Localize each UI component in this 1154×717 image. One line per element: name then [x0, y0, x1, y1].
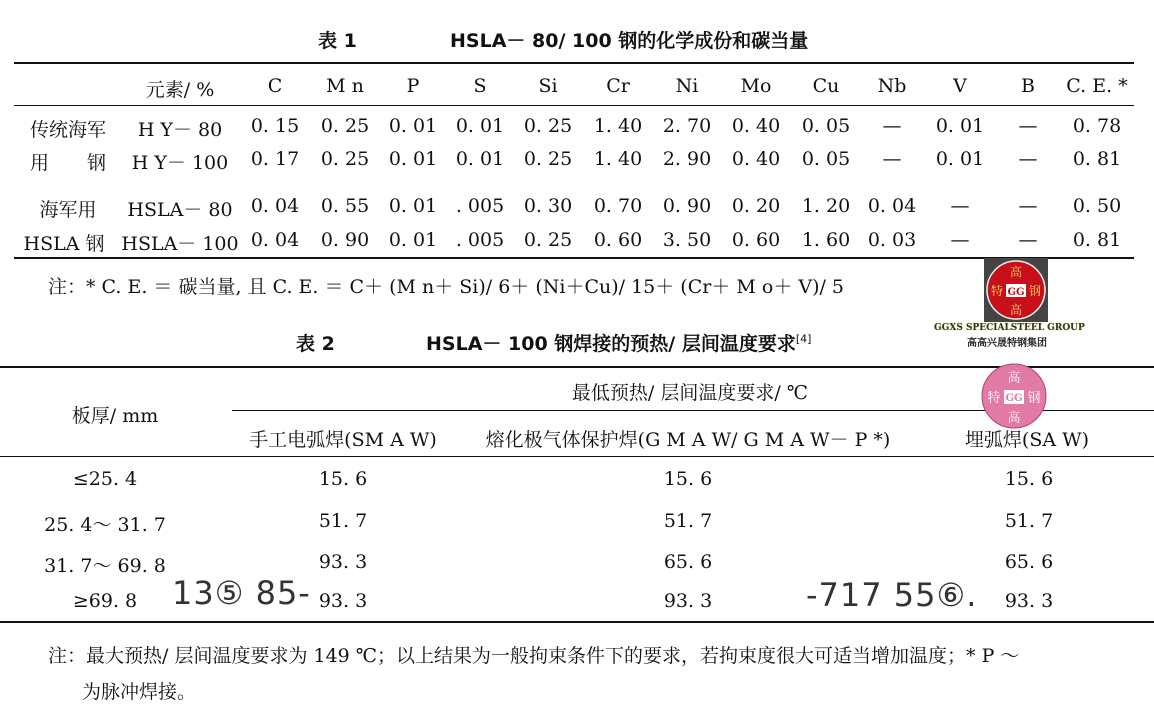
table1-cell: 0. 78 — [1072, 115, 1122, 137]
table1-cell: 1. 20 — [801, 195, 851, 217]
table1-cell: 0. 25 — [320, 115, 370, 137]
svg-text:GG: GG — [1005, 393, 1023, 404]
table2-cell: 51. 7 — [663, 510, 713, 532]
table1-cell: 0. 17 — [250, 148, 300, 170]
table1-cell: 0. 01 — [388, 148, 438, 170]
logo-pink-seal-icon — [980, 362, 1048, 430]
table1-cell: — — [1018, 229, 1038, 251]
table2-cell: 93. 3 — [1004, 590, 1054, 612]
table1-cell: H Y－ 80 — [137, 119, 223, 141]
table1-cell: 0. 01 — [935, 115, 985, 137]
table1-group-label: 用 钢 — [29, 152, 107, 174]
table1-cell: 0. 81 — [1072, 148, 1122, 170]
table2-number: 表 2 — [296, 333, 335, 355]
table2-subheader: 熔化极气体保护焊(G M A W/ G M A W－ P *) — [485, 429, 891, 451]
table2-cell: 51. 7 — [318, 510, 368, 532]
table1-header-cell: Cu — [812, 75, 840, 97]
table1-cell: 3. 50 — [662, 229, 712, 251]
watermark-number-right: -717 55⑥. — [806, 576, 978, 614]
table2-cell: 15. 6 — [1004, 468, 1054, 490]
table1-cell: — — [950, 229, 970, 251]
svg-text:特: 特 — [990, 284, 1004, 298]
logo-red-seal-icon — [984, 258, 1048, 322]
svg-text:高: 高 — [1009, 265, 1023, 279]
table2-cell: 65. 6 — [663, 551, 713, 573]
table2-cell: 93. 3 — [318, 590, 368, 612]
table1-cell: 0. 25 — [523, 115, 573, 137]
table1-top-rule — [14, 62, 1134, 64]
table1-cell: 0. 01 — [388, 115, 438, 137]
table2-subheader: 埋弧焊(SA W) — [964, 429, 1090, 451]
svg-text:钢: 钢 — [1028, 284, 1042, 298]
table1-cell: 0. 04 — [250, 195, 300, 217]
table1-header-cell: Cr — [606, 75, 630, 97]
table2-cell: 25. 4～ 31. 7 — [44, 514, 166, 536]
table1-bottom-rule — [14, 257, 1134, 259]
logo-text-en: GGXS SPECIALSTEEL GROUP — [934, 323, 1085, 333]
table1-cell: — — [882, 115, 902, 137]
table1-header-cell: B — [1021, 75, 1035, 97]
table2-cell: ≤25. 4 — [72, 468, 138, 490]
table1-cell: 0. 03 — [867, 229, 917, 251]
svg-text:高: 高 — [1009, 303, 1023, 317]
table2-cell: 93. 3 — [318, 551, 368, 573]
table1-cell: 0. 04 — [250, 229, 300, 251]
table1-cell: 0. 40 — [731, 115, 781, 137]
table1-cell: 0. 70 — [593, 195, 643, 217]
table1-header-cell: P — [406, 75, 420, 97]
table2-title — [426, 329, 811, 356]
table1-cell: 2. 70 — [662, 115, 712, 137]
table1-cell: 0. 15 — [250, 115, 300, 137]
table1-cell: 0. 05 — [801, 115, 851, 137]
table1-cell: HSLA－ 100 — [121, 233, 239, 255]
table1-cell: 0. 25 — [320, 148, 370, 170]
table2-cell: 51. 7 — [1004, 510, 1054, 532]
table1-cell: 0. 01 — [455, 148, 505, 170]
table1-group-label: HSLA 钢 — [23, 233, 105, 255]
table1-header-cell: S — [473, 75, 487, 97]
svg-text:高: 高 — [1007, 411, 1021, 426]
table1-cell: 1. 40 — [593, 115, 643, 137]
table1-cell: 0. 90 — [320, 229, 370, 251]
table1-cell: 0. 01 — [388, 195, 438, 217]
table1-cell: — — [882, 148, 902, 170]
table1-cell: — — [1018, 115, 1038, 137]
table2-col0-header: 板厚/ mm — [71, 405, 159, 427]
table1-cell: 0. 01 — [455, 115, 505, 137]
company-logo — [984, 258, 1048, 326]
table1-header-cell: Ni — [675, 75, 699, 97]
table1-cell: 0. 81 — [1072, 229, 1122, 251]
svg-text:特: 特 — [987, 391, 1001, 406]
table2-cell: 15. 6 — [318, 468, 368, 490]
table1-cell: HSLA－ 80 — [127, 199, 233, 221]
table1-cell: — — [1018, 148, 1038, 170]
svg-text:高: 高 — [1007, 371, 1021, 386]
table1-header-cell: V — [953, 75, 967, 97]
svg-text:钢: 钢 — [1027, 391, 1041, 406]
table2-ref: [4] — [795, 332, 812, 346]
table1-header-cell: Si — [538, 75, 558, 97]
table2-title-text: HSLA－ 100 钢焊接的预热/ 层间温度要求 — [426, 333, 796, 355]
table2-header-rule — [0, 456, 1154, 457]
table2-bottom-rule — [0, 621, 1154, 623]
table1-cell: — — [1018, 195, 1038, 217]
table1-cell: . 005 — [455, 229, 505, 251]
table2-cell: ≥69. 8 — [72, 590, 138, 612]
pink-seal — [980, 362, 1048, 434]
table2-cell: 65. 6 — [1004, 551, 1054, 573]
table1-cell: 0. 60 — [731, 229, 781, 251]
table1-header-rule — [14, 105, 1134, 106]
table1-cell: 0. 25 — [523, 229, 573, 251]
table1-cell: 0. 20 — [731, 195, 781, 217]
table1-title: HSLA－ 80/ 100 钢的化学成份和碳当量 — [450, 30, 809, 52]
table1-cell: 0. 05 — [801, 148, 851, 170]
table1-cell: 1. 40 — [593, 148, 643, 170]
table1-cell: 1. 60 — [801, 229, 851, 251]
table1-cell: . 005 — [455, 195, 505, 217]
table2-note-line2: 为脉冲焊接。 — [82, 681, 197, 703]
table1-note: 注：* C. E. ＝ 碳当量, 且 C. E. ＝ C＋ (M n＋ Si)/ 6＋ (Ni＋Cu)/ 15＋ (Cr＋ M o＋ V)/ 5 — [48, 276, 845, 298]
table1-header-cell: Mo — [740, 75, 772, 97]
table1-cell: 0. 40 — [731, 148, 781, 170]
table1-cell: 0. 60 — [593, 229, 643, 251]
svg-text:GG: GG — [1007, 287, 1025, 298]
table2-cell: 31. 7～ 69. 8 — [44, 555, 166, 577]
table1-header-cell: 元素/ % — [145, 79, 215, 101]
table1-cell: 0. 55 — [320, 195, 370, 217]
table1-header-cell: Nb — [877, 75, 907, 97]
table1-cell: 0. 01 — [388, 229, 438, 251]
table1-cell: 2. 90 — [662, 148, 712, 170]
table2-cell: 93. 3 — [663, 590, 713, 612]
table1-group-label: 传统海军 — [29, 119, 107, 141]
table1-header-cell: C. E. * — [1066, 75, 1128, 97]
table1-header-cell: C — [267, 75, 283, 97]
table1-cell: 0. 90 — [662, 195, 712, 217]
watermark-number-left: 13⑤ 85- — [172, 574, 311, 612]
table1-group-label: 海军用 — [39, 199, 97, 221]
table1-cell: — — [950, 195, 970, 217]
table2-note-line1: 注：最大预热/ 层间温度要求为 149 ℃；以上结果为一般拘束条件下的要求，若拘束度很大可适当增加温度；* P ～ — [48, 645, 1020, 667]
table1-cell: 0. 50 — [1072, 195, 1122, 217]
table1-cell: H Y－ 100 — [131, 152, 229, 174]
table1-header-cell: M n — [326, 75, 364, 97]
table2-cell: 15. 6 — [663, 468, 713, 490]
table1-number: 表 1 — [318, 30, 357, 52]
table1-cell: 0. 25 — [523, 148, 573, 170]
table1-cell: 0. 30 — [523, 195, 573, 217]
table1-cell: 0. 01 — [935, 148, 985, 170]
logo-text-cn: 高高兴晟特钢集团 — [967, 338, 1047, 349]
table2-group-header: 最低预热/ 层间温度要求/ ℃ — [571, 382, 809, 404]
table1-cell: 0. 04 — [867, 195, 917, 217]
table2-subheader: 手工电弧焊(SM A W) — [249, 429, 437, 451]
